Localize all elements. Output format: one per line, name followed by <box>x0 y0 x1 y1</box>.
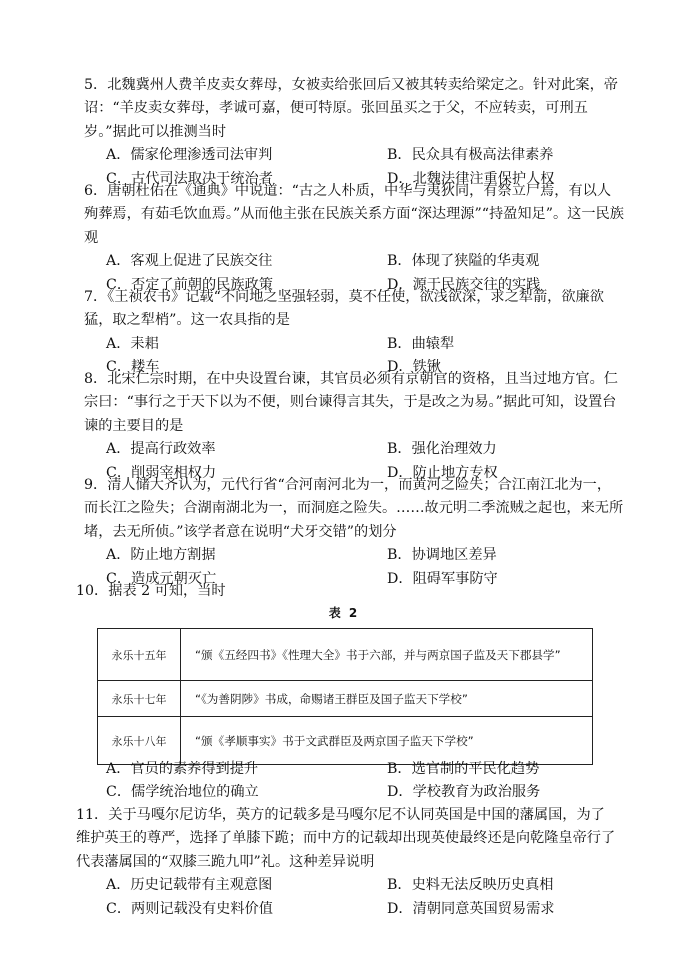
table-text-cell: “颁《五经四书》《性理大全》书于六部，并与两京国子监及天下郡县学” <box>181 629 593 681</box>
question-number: 10． <box>76 583 109 599</box>
question-6 <box>84 180 624 297</box>
table-text-cell: “颁《孝顺事实》书于文武群臣及两京国子监天下学校” <box>181 717 593 765</box>
option-a[interactable]: A．耒耜 <box>106 335 159 352</box>
option-d[interactable]: D．北魏法律注重保护人权 <box>387 170 555 187</box>
option-c[interactable]: C．否定了前朝的民族政策 <box>106 276 273 293</box>
table-year-cell: 永乐十五年 <box>98 629 181 681</box>
option-a[interactable]: A．官员的素养得到提升 <box>106 761 259 777</box>
option-b[interactable]: B．协调地区差异 <box>387 547 497 564</box>
table-row <box>98 681 593 717</box>
question-stem: 10．据表 2 可知，当时 <box>76 583 226 599</box>
question-stem: 9．清人储大齐认为，元代行省“合河南河北为一，而黄河之险失；合江南江北为一，而长江之险失；合湖南湖北为一，而洞庭之险失。……故元明二季流贼之起也，来无所堵，去无所侦。”该学者意在说明“犬牙交错”的划分 <box>84 477 624 540</box>
question-11 <box>76 804 616 921</box>
question-number: 11． <box>76 807 109 823</box>
question-10-stem <box>76 580 616 603</box>
option-c[interactable]: C．儒学统治地位的确立 <box>106 784 259 801</box>
question-stem: 5．北魏冀州人费羊皮卖女葬母，女被卖给张回后又被其转卖给梁定之。针对此案，帝诏：“羊皮卖女葬母，孝诚可嘉，便可特原。张回虽买之于父，不应转卖，可刑五岁。”据此可以推测当时 <box>84 77 618 140</box>
option-c[interactable]: C．耧车 <box>106 359 160 376</box>
question-number: 5． <box>84 77 108 93</box>
question-number: 6． <box>84 183 108 199</box>
option-b[interactable]: B．强化治理效力 <box>387 441 497 458</box>
option-a[interactable]: A．防止地方割据 <box>106 547 216 564</box>
options <box>84 874 616 921</box>
option-a[interactable]: A．儒家伦理渗透司法审判 <box>106 147 273 164</box>
option-c[interactable]: C．两则记载没有史料价值 <box>106 900 273 917</box>
question-10-options <box>84 758 624 805</box>
options <box>84 758 624 805</box>
question-number: 9． <box>84 477 108 493</box>
table-text-cell: “《为善阴陟》书成，命赐诸王群臣及国子监天下学校” <box>181 681 593 717</box>
option-d[interactable]: D．铁锹 <box>387 359 441 376</box>
question-stem: 6．唐朝杜佑在《通典》中说道：“古之人朴质，中华与夷狄同，有祭立尸焉，有以人殉葬焉，有茹毛饮血焉。”从而他主张在民族关系方面“深达理源”“持盈知足”。这一民族观 <box>84 183 624 246</box>
option-a[interactable]: A．历史记载带有主观意图 <box>106 877 273 894</box>
table-year-cell: 永乐十七年 <box>98 681 181 717</box>
option-c[interactable]: C．古代司法取决于统治者 <box>106 170 273 187</box>
table-2 <box>97 628 593 765</box>
option-b[interactable]: B．选官制的平民化趋势 <box>387 761 540 777</box>
question-stem: 8．北宋仁宗时期，在中央设置台谏，其官员必须有京朝官的资格，且当过地方官。仁宗曰：“事行之于天下以为不便，则台谏得言其失，于是改之为易。”据此可知，设置台谏的主要目的是 <box>84 371 618 434</box>
question-stem: 7．《王祯农书》记载“不问地之坚强轻弱，莫不任使，欲浅欲深，求之犁箭，欲廉欲猛，取之犁梢”。这一农具指的是 <box>84 289 604 329</box>
question-number: 7． <box>84 289 108 305</box>
question-8 <box>84 368 624 485</box>
question-5 <box>84 74 624 191</box>
table-year-cell: 永乐十八年 <box>98 717 181 765</box>
option-d[interactable]: D．学校教育为政治服务 <box>387 784 541 801</box>
option-d[interactable]: D．防止地方专权 <box>387 464 498 481</box>
question-stem: 11．关于马嘎尔尼访华，英方的记载多是马嘎尔尼不认同英国是中国的藩属国，为了维护英王的尊严，选择了单膝下跪；而中方的记载却出现英使最终还是向乾隆皇帝行了代表藩属国的“双膝三跪九叩”礼。这种差异说明 <box>76 807 616 870</box>
option-d[interactable]: D．清朝同意英国贸易需求 <box>387 900 555 917</box>
option-b[interactable]: B．曲辕犁 <box>387 335 455 352</box>
question-9 <box>84 474 624 591</box>
option-c[interactable]: C．削弱宰相权力 <box>106 464 217 481</box>
option-b[interactable]: B．体现了狭隘的华夷观 <box>387 253 540 270</box>
table-row <box>98 629 593 681</box>
option-d[interactable]: D．源于民族交往的实践 <box>387 276 541 293</box>
option-d[interactable]: D．阻碍军事防守 <box>387 570 498 587</box>
option-a[interactable]: A．客观上促进了民族交往 <box>106 253 273 270</box>
option-b[interactable]: B．史料无法反映历史真相 <box>387 877 554 894</box>
option-c[interactable]: C．造成元朝灭亡 <box>106 570 217 587</box>
option-a[interactable]: A．提高行政效率 <box>106 441 216 458</box>
question-7 <box>84 286 624 380</box>
table-caption: 表 2 <box>328 606 360 620</box>
option-b[interactable]: B．民众具有极高法律素养 <box>387 147 554 164</box>
question-number: 8． <box>84 371 108 387</box>
